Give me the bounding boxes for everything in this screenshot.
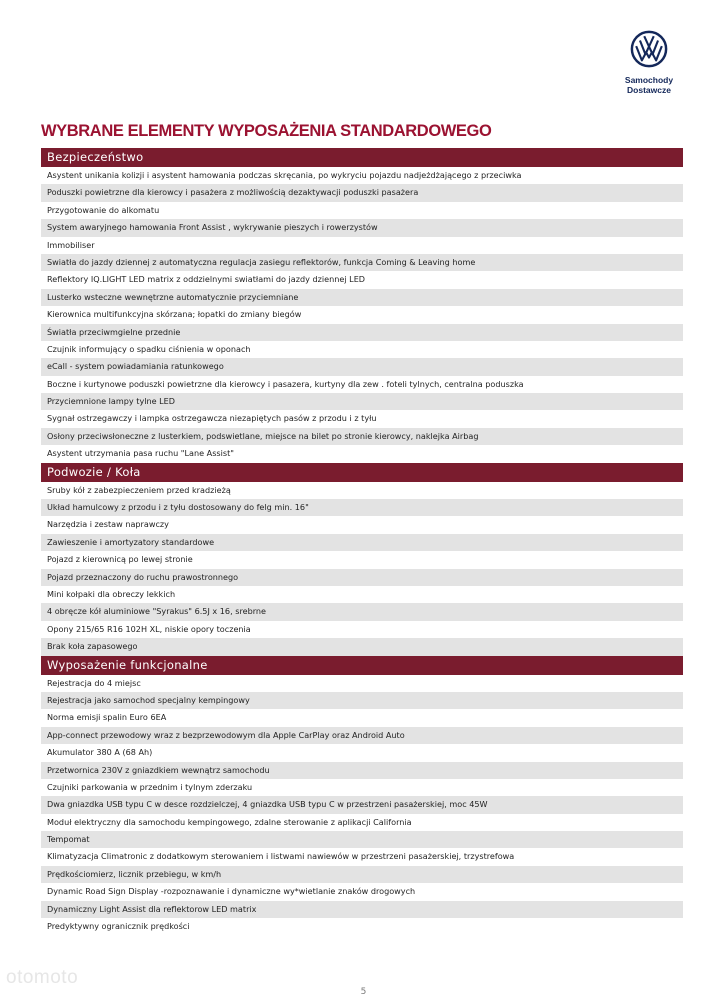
equipment-item: Moduł elektryczny dla samochodu kempingowego, zdalne sterowanie z aplikacji California <box>47 816 412 827</box>
equipment-item: Reflektory IQ.LIGHT LED matrix z oddzielnymi swiatłami do jazdy dziennej LED <box>47 274 366 285</box>
category-header: Podwozie / Koła <box>41 463 683 482</box>
equipment-item: Narzędzia i zestaw naprawczy <box>47 519 169 530</box>
equipment-item: Pojazd przeznaczony do ruchu prawostronnego <box>41 569 683 586</box>
equipment-item: Tempomat <box>41 831 683 848</box>
equipment-item: Brak koła zapasowego <box>41 638 683 655</box>
page-number: 5 <box>360 987 367 997</box>
equipment-item: Osłony przeciwsłoneczne z lusterkiem, podswietlane, miejsce na bilet po stronie kierowcy, naklejka Airbag <box>41 428 683 445</box>
equipment-item: Światła przeciwmgielne przednie <box>41 324 683 341</box>
equipment-item: Swiatła do jazdy dziennej z automatyczna regulacja zasiegu reflektorów, funkcja Coming & Leaving home <box>41 254 683 271</box>
equipment-item: Prędkościomierz, licznik przebiegu, w km/h <box>41 866 683 883</box>
equipment-item: Czujnik informujący o spadku ciśnienia w oponach <box>47 343 251 354</box>
brand-logo <box>616 30 682 95</box>
equipment-item: Dynamic Road Sign Display -rozpoznawanie i dynamiczne wy*wietlanie znaków drogowych <box>47 886 416 897</box>
category-header: Bezpieczeństwo <box>41 148 683 167</box>
vw-logo-icon <box>630 30 668 68</box>
equipment-item: Sruby kół z zabezpieczeniem przed kradzieżą <box>47 484 231 495</box>
equipment-list <box>41 148 683 935</box>
equipment-item: App-connect przewodowy wraz z bezprzewodowym dla Apple CarPlay oraz Android Auto <box>41 727 683 744</box>
equipment-item: Asystent utrzymania pasa ruchu "Lane Assist" <box>47 448 235 459</box>
equipment-item: Dynamiczny Light Assist dla reflektorow LED matrix <box>41 901 683 918</box>
equipment-item: Pojazd z kierownicą po lewej stronie <box>47 554 193 565</box>
equipment-item: Akumulator 380 A (68 Ah) <box>47 747 153 758</box>
equipment-item: Opony 215/65 R16 102H XL, niskie opory toczenia <box>47 623 251 634</box>
equipment-item: Mini kołpaki dla obreczy lekkich <box>47 588 176 599</box>
equipment-item: Rejestracja jako samochod specjalny kempingowy <box>41 692 683 709</box>
equipment-item: Kierownica multifunkcyjna skórzana; łopatki do zmiany biegów <box>47 309 302 320</box>
category-header: Wyposażenie funkcjonalne <box>41 656 683 675</box>
equipment-item: Poduszki powietrzne dla kierowcy i pasażera z możliwością dezaktywacji poduszki pasażera <box>41 184 683 201</box>
brand-line-2: Dostawcze <box>627 85 671 95</box>
equipment-item: Sygnał ostrzegawczy i lampka ostrzegawcza niezapiętych pasów z przodu i z tyłu <box>47 413 377 424</box>
equipment-item: Predyktywny ogranicznik prędkości <box>47 921 190 932</box>
equipment-item: Czujniki parkowania w przednim i tylnym zderzaku <box>47 781 253 792</box>
equipment-item: Norma emisji spalin Euro 6EA <box>47 712 167 723</box>
equipment-item: Dwa gniazdka USB typu C w desce rozdzielczej, 4 gniazdka USB typu C w przestrzeni pasażerskiej, moc 45W <box>41 796 683 813</box>
equipment-item: Układ hamulcowy z przodu i z tyłu dostosowany do felg min. 16" <box>41 499 683 516</box>
equipment-item: System awaryjnego hamowania Front Assist , wykrywanie pieszych i rowerzystów <box>41 219 683 236</box>
equipment-item: 4 obręcze kół aluminiowe "Syrakus" 6.5J x 16, srebrne <box>41 603 683 620</box>
watermark: otomoto <box>6 967 79 988</box>
brand-line-1: Samochody <box>624 75 674 85</box>
equipment-item: Zawieszenie i amortyzatory standardowe <box>41 534 683 551</box>
equipment-item: Klimatyzacja Climatronic z dodatkowym sterowaniem i listwami nawiewów w przestrzeni pasażerskiej, trzystrefowa <box>47 851 515 862</box>
equipment-item: Immobiliser <box>47 239 95 250</box>
equipment-item: Przygotowanie do alkomatu <box>47 204 160 215</box>
equipment-item: Rejestracja do 4 miejsc <box>47 677 141 688</box>
equipment-item: Przetwornica 230V z gniazdkiem wewnątrz samochodu <box>41 762 683 779</box>
equipment-item: Lusterko wsteczne wewnętrzne automatycznie przyciemniane <box>41 289 683 306</box>
equipment-item: Boczne i kurtynowe poduszki powietrzne dla kierowcy i pasazera, kurtyny dla zew . foteli tylnych, centralna poduszka <box>47 378 524 389</box>
page-title: WYBRANE ELEMENTY WYPOSAŻENIA STANDARDOWEGO <box>41 122 492 140</box>
equipment-item: Asystent unikania kolizji i asystent hamowania podczas skręcania, po wykryciu pojazdu nadjeżdżającego z przeciwka <box>47 170 522 180</box>
equipment-item: eCall - system powiadamiania ratunkowego <box>41 358 683 375</box>
equipment-item: Przyciemnione lampy tylne LED <box>41 393 683 410</box>
